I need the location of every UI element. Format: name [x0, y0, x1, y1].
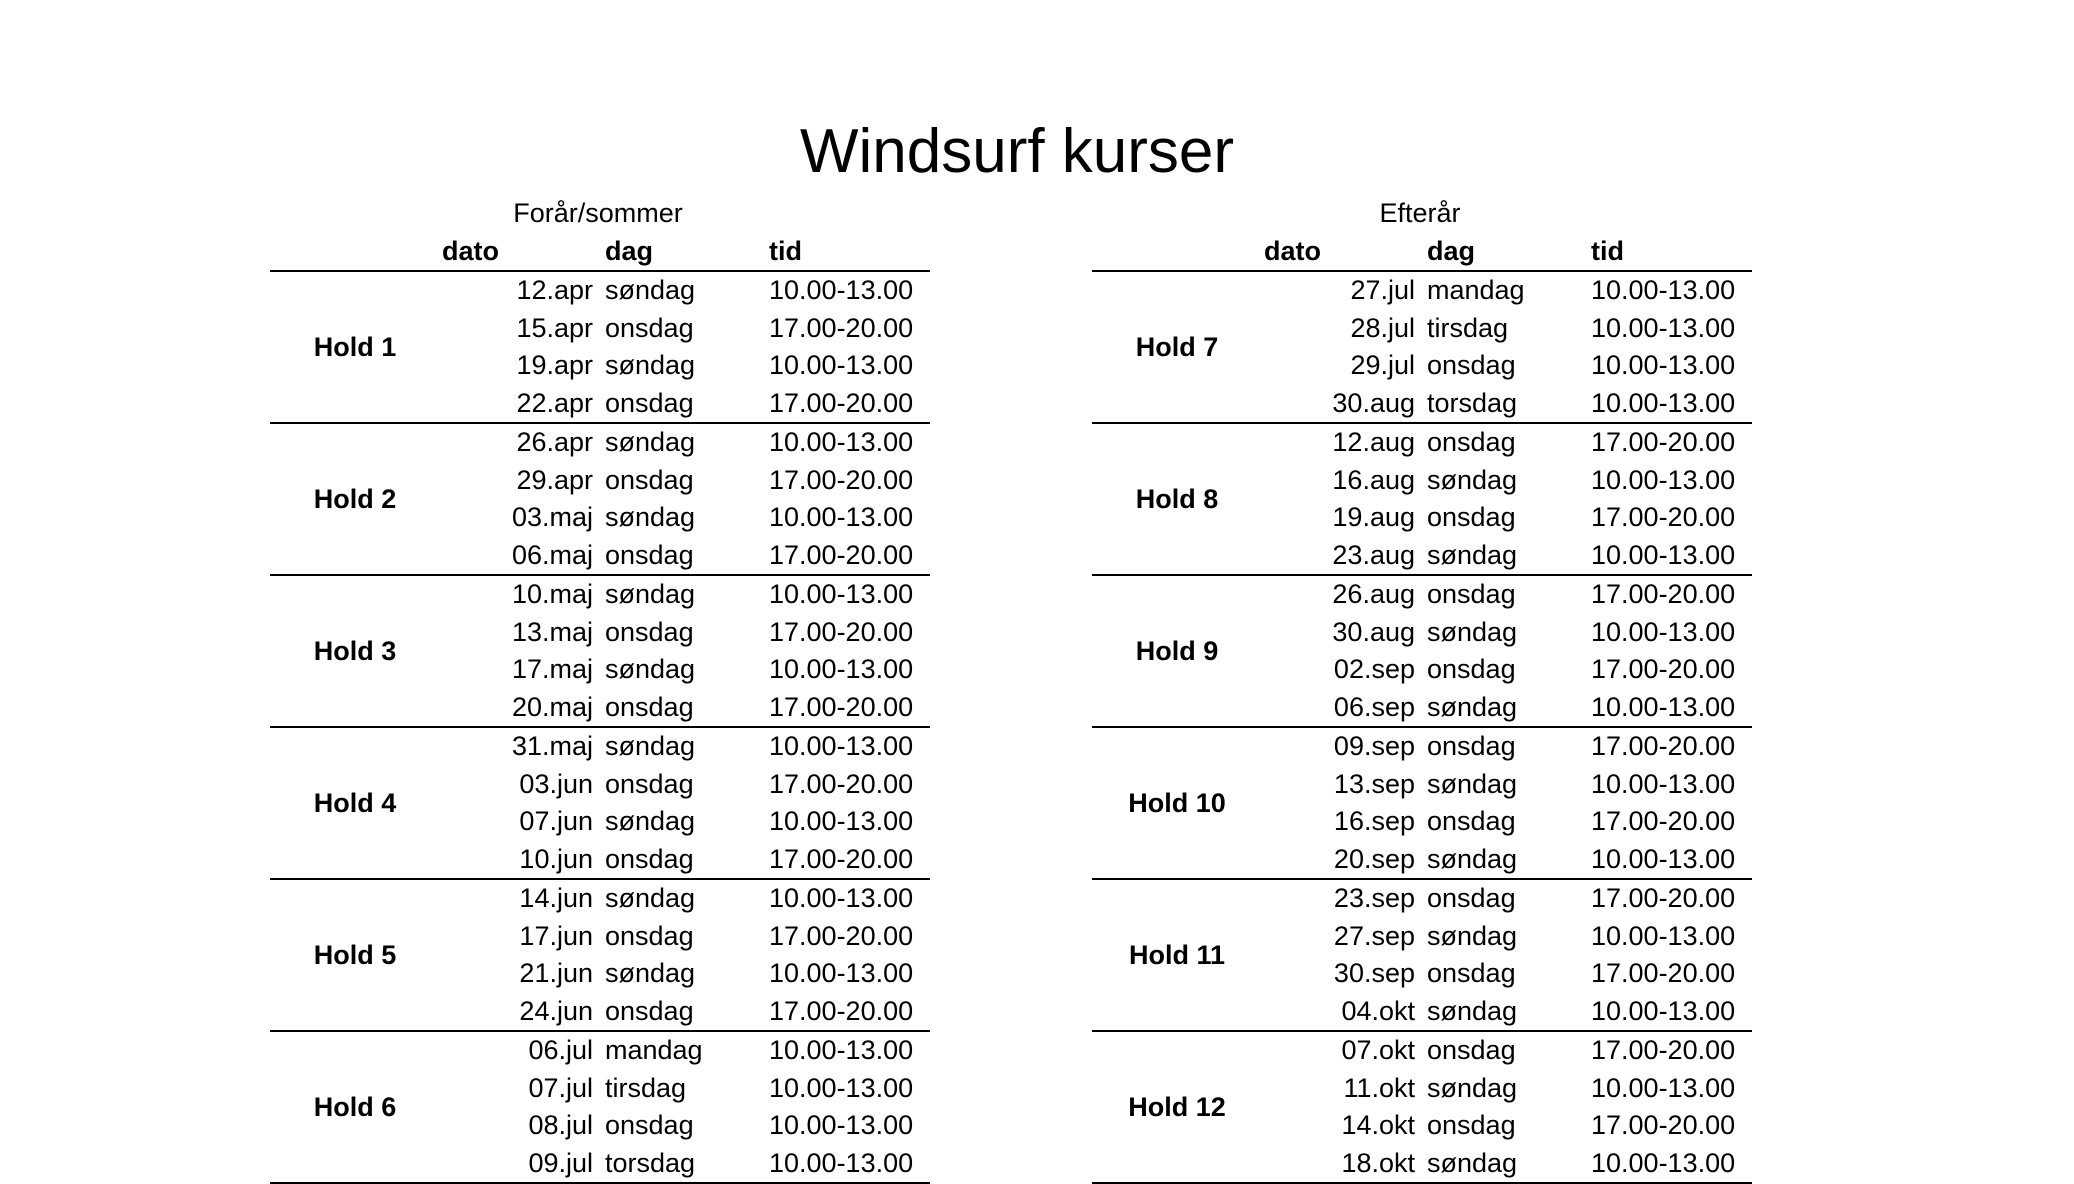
cell-dato: 20.sep [1333, 843, 1415, 874]
cell-dato: 02.sep [1333, 654, 1415, 684]
cell-dag: søndag [1427, 995, 1518, 1026]
cell-tid: 10.00-13.00 [1591, 312, 1736, 343]
header-dato: dato [1264, 236, 1321, 266]
cell-dag: søndag [1427, 1072, 1518, 1103]
table-row [270, 918, 930, 956]
cell-tid: 17.00-20.00 [1591, 579, 1736, 609]
table-row [270, 803, 930, 841]
cell-dato: 11.okt [1343, 1072, 1415, 1103]
hold-label: Hold 3 [313, 636, 397, 666]
column-headers [270, 232, 930, 270]
table-row [1092, 310, 1752, 348]
cell-dag: mandag [605, 1035, 703, 1065]
table-row [270, 955, 930, 993]
table-row [270, 347, 930, 385]
section-title [270, 194, 930, 232]
cell-dag: onsdag [1427, 579, 1516, 609]
hold-group [1092, 1032, 1752, 1184]
cell-tid: 10.00-13.00 [769, 579, 914, 609]
cell-tid: 17.00-20.00 [1591, 1035, 1736, 1065]
cell-dag: onsdag [605, 995, 694, 1026]
cell-dato: 19.aug [1332, 502, 1415, 532]
section-title-text: Forår/sommer [513, 198, 683, 228]
cell-tid: 17.00-20.00 [769, 768, 914, 799]
cell-dato: 28.jul [1350, 312, 1415, 343]
hold-group [1092, 576, 1752, 728]
table-row [270, 766, 930, 804]
cell-dag: onsdag [605, 843, 694, 874]
table-row [270, 993, 930, 1031]
cell-dag: onsdag [1427, 1110, 1516, 1140]
cell-dato: 13.maj [511, 616, 593, 647]
cell-dag: søndag [605, 806, 696, 836]
hold-label: Hold 11 [1128, 940, 1226, 970]
group-list [1092, 270, 1752, 1184]
table-row [1092, 1145, 1752, 1183]
hold-group [270, 728, 930, 880]
cell-tid: 10.00-13.00 [769, 883, 914, 913]
cell-tid: 10.00-13.00 [1591, 387, 1736, 418]
cell-dag: søndag [1427, 539, 1518, 570]
table-row [1092, 993, 1752, 1031]
cell-dato: 06.sep [1333, 691, 1415, 722]
cell-tid: 10.00-13.00 [769, 1035, 914, 1065]
cell-dato: 21.jun [519, 958, 593, 988]
section-title-text: Efterår [1379, 198, 1461, 228]
cell-tid: 17.00-20.00 [769, 691, 914, 722]
cell-dato: 22.apr [516, 387, 593, 418]
table-row [1092, 347, 1752, 385]
cell-dato: 10.maj [511, 579, 593, 609]
table-row [270, 499, 930, 537]
hold-label: Hold 10 [1128, 788, 1226, 818]
cell-dato: 27.sep [1333, 920, 1415, 951]
cell-dag: søndag [1427, 920, 1518, 951]
cell-dato: 07.okt [1341, 1035, 1415, 1065]
hold-group [270, 424, 930, 576]
cell-dag: onsdag [1427, 731, 1516, 761]
table-row [1092, 272, 1752, 310]
cell-dag: torsdag [1427, 387, 1518, 418]
cell-dato: 13.sep [1333, 768, 1415, 799]
cell-dato: 30.aug [1332, 616, 1415, 647]
cell-dag: søndag [1427, 691, 1518, 722]
cell-dag: onsdag [1427, 806, 1516, 836]
cell-tid: 17.00-20.00 [769, 843, 914, 874]
cell-dato: 06.jul [528, 1035, 593, 1065]
hold-group [270, 1032, 930, 1184]
cell-tid: 17.00-20.00 [769, 920, 914, 951]
cell-dag: tirsdag [1427, 312, 1509, 343]
cell-dato: 27.jul [1350, 275, 1415, 305]
table-row [1092, 385, 1752, 423]
cell-tid: 17.00-20.00 [769, 387, 914, 418]
cell-tid: 17.00-20.00 [1591, 502, 1736, 532]
table-row [1092, 766, 1752, 804]
table-row [270, 537, 930, 575]
cell-dato: 17.jun [519, 920, 593, 951]
cell-tid: 17.00-20.00 [1591, 806, 1736, 836]
cell-dag: onsdag [605, 312, 694, 343]
cell-tid: 10.00-13.00 [1591, 350, 1736, 380]
cell-tid: 10.00-13.00 [769, 427, 914, 457]
cell-tid: 10.00-13.00 [1591, 1147, 1736, 1178]
cell-dato: 29.jul [1350, 350, 1415, 380]
hold-label: Hold 1 [313, 332, 397, 362]
cell-tid: 10.00-13.00 [769, 275, 914, 305]
cell-dato: 10.jun [519, 843, 593, 874]
table-row [1092, 424, 1752, 462]
table-row [270, 1107, 930, 1145]
header-dato: dato [442, 236, 499, 266]
cell-tid: 10.00-13.00 [769, 1147, 914, 1178]
cell-dato: 31.maj [511, 731, 593, 761]
table-row [270, 272, 930, 310]
cell-dato: 04.okt [1341, 995, 1415, 1026]
cell-tid: 10.00-13.00 [1591, 616, 1736, 647]
table-row [1092, 537, 1752, 575]
cell-tid: 10.00-13.00 [1591, 995, 1736, 1026]
cell-dato: 12.apr [516, 275, 593, 305]
cell-tid: 17.00-20.00 [1591, 883, 1736, 913]
cell-dato: 09.sep [1333, 731, 1415, 761]
table-row [1092, 841, 1752, 879]
cell-tid: 17.00-20.00 [769, 312, 914, 343]
cell-dag: onsdag [605, 539, 694, 570]
cell-dag: onsdag [605, 1110, 694, 1140]
page-title: Windsurf kurser [799, 117, 1235, 186]
table-row [270, 651, 930, 689]
cell-tid: 17.00-20.00 [1591, 731, 1736, 761]
hold-label: Hold 6 [313, 1092, 397, 1122]
cell-tid: 17.00-20.00 [1591, 1110, 1736, 1140]
cell-tid: 10.00-13.00 [769, 502, 914, 532]
cell-dag: onsdag [605, 464, 694, 495]
hold-label: Hold 5 [313, 940, 397, 970]
cell-tid: 17.00-20.00 [1591, 654, 1736, 684]
table-row [270, 1145, 930, 1183]
cell-dag: søndag [1427, 843, 1518, 874]
table-row [270, 880, 930, 918]
cell-tid: 17.00-20.00 [769, 464, 914, 495]
cell-dag: onsdag [605, 387, 694, 418]
cell-dag: onsdag [1427, 1035, 1516, 1065]
cell-tid: 10.00-13.00 [769, 1072, 914, 1103]
table-row [270, 728, 930, 766]
cell-dag: søndag [605, 502, 696, 532]
table-row [1092, 576, 1752, 614]
hold-group [1092, 424, 1752, 576]
table-row [1092, 1070, 1752, 1108]
cell-dato: 26.aug [1332, 579, 1415, 609]
cell-dag: søndag [605, 958, 696, 988]
cell-tid: 10.00-13.00 [1591, 768, 1736, 799]
cell-dag: søndag [605, 275, 696, 305]
hold-group [1092, 272, 1752, 424]
cell-dag: onsdag [605, 920, 694, 951]
cell-dato: 23.aug [1332, 539, 1415, 570]
table-row [1092, 880, 1752, 918]
table-row [270, 310, 930, 348]
table-row [270, 689, 930, 727]
cell-dato: 09.jul [528, 1147, 593, 1178]
table-row [1092, 462, 1752, 500]
cell-dato: 12.aug [1332, 427, 1415, 457]
cell-dato: 24.jun [519, 995, 593, 1026]
cell-dato: 14.okt [1341, 1110, 1415, 1140]
cell-dag: onsdag [1427, 350, 1516, 380]
table-row [1092, 728, 1752, 766]
cell-dag: onsdag [1427, 654, 1516, 684]
table-row [1092, 614, 1752, 652]
cell-dag: søndag [605, 731, 696, 761]
cell-dato: 30.sep [1333, 958, 1415, 988]
hold-group [270, 880, 930, 1032]
cell-tid: 17.00-20.00 [769, 995, 914, 1026]
cell-dag: mandag [1427, 275, 1525, 305]
cell-dato: 16.sep [1333, 806, 1415, 836]
table-row [270, 462, 930, 500]
table-row [1092, 955, 1752, 993]
cell-tid: 10.00-13.00 [769, 1110, 914, 1140]
cell-dag: onsdag [1427, 427, 1516, 457]
hold-label: Hold 8 [1135, 484, 1219, 514]
cell-dato: 16.aug [1332, 464, 1415, 495]
cell-dato: 06.maj [511, 539, 593, 570]
cell-tid: 10.00-13.00 [1591, 1072, 1736, 1103]
header-tid: tid [1591, 236, 1624, 266]
cell-dag: søndag [605, 579, 696, 609]
cell-dato: 19.apr [516, 350, 593, 380]
cell-tid: 10.00-13.00 [1591, 920, 1736, 951]
cell-dag: søndag [605, 427, 696, 457]
hold-label: Hold 7 [1135, 332, 1219, 362]
cell-dag: onsdag [605, 616, 694, 647]
hold-group [1092, 728, 1752, 880]
cell-dag: søndag [605, 350, 696, 380]
cell-dag: søndag [605, 654, 696, 684]
cell-tid: 10.00-13.00 [769, 958, 914, 988]
cell-dag: søndag [1427, 1147, 1518, 1178]
cell-dato: 18.okt [1341, 1147, 1415, 1178]
cell-tid: 10.00-13.00 [769, 654, 914, 684]
table-row [270, 1032, 930, 1070]
hold-label: Hold 12 [1128, 1092, 1226, 1122]
group-list [270, 270, 930, 1184]
cell-tid: 10.00-13.00 [1591, 539, 1736, 570]
cell-tid: 10.00-13.00 [769, 350, 914, 380]
cell-tid: 10.00-13.00 [769, 806, 914, 836]
hold-group [270, 272, 930, 424]
header-dag: dag [1427, 236, 1476, 266]
table-row [1092, 1032, 1752, 1070]
cell-dag: tirsdag [605, 1072, 687, 1103]
hold-group [1092, 880, 1752, 1032]
cell-dato: 26.apr [516, 427, 593, 457]
cell-tid: 10.00-13.00 [1591, 843, 1736, 874]
cell-dag: onsdag [1427, 883, 1516, 913]
table-row [270, 841, 930, 879]
cell-tid: 17.00-20.00 [1591, 427, 1736, 457]
cell-dag: onsdag [1427, 958, 1516, 988]
table-row [270, 614, 930, 652]
column-headers [1092, 232, 1752, 270]
cell-tid: 10.00-13.00 [1591, 464, 1736, 495]
table-row [1092, 651, 1752, 689]
cell-dato: 29.apr [516, 464, 593, 495]
cell-tid: 10.00-13.00 [769, 731, 914, 761]
cell-dato: 15.apr [516, 312, 593, 343]
cell-dag: søndag [1427, 616, 1518, 647]
cell-dag: onsdag [605, 768, 694, 799]
cell-dag: onsdag [605, 691, 694, 722]
cell-dato: 20.maj [511, 691, 593, 722]
cell-dag: søndag [1427, 768, 1518, 799]
table-row [270, 576, 930, 614]
hold-label: Hold 9 [1135, 636, 1219, 666]
table-row [1092, 689, 1752, 727]
table-row [1092, 1107, 1752, 1145]
cell-dato: 17.maj [511, 654, 593, 684]
header-dag: dag [605, 236, 654, 266]
cell-dato: 08.jul [528, 1110, 593, 1140]
table-row [270, 424, 930, 462]
cell-dato: 23.sep [1333, 883, 1415, 913]
cell-dato: 03.jun [519, 768, 593, 799]
cell-tid: 17.00-20.00 [1591, 958, 1736, 988]
hold-label: Hold 4 [313, 788, 397, 818]
cell-dag: søndag [1427, 464, 1518, 495]
cell-dato: 07.jul [528, 1072, 593, 1103]
table-row [1092, 499, 1752, 537]
cell-tid: 10.00-13.00 [1591, 275, 1736, 305]
cell-dato: 14.jun [519, 883, 593, 913]
cell-dag: søndag [605, 883, 696, 913]
cell-dato: 07.jun [519, 806, 593, 836]
cell-tid: 10.00-13.00 [1591, 691, 1736, 722]
table-row [1092, 803, 1752, 841]
section-title [1092, 194, 1752, 232]
header-tid: tid [769, 236, 802, 266]
cell-tid: 17.00-20.00 [769, 616, 914, 647]
cell-dato: 30.aug [1332, 387, 1415, 418]
cell-dato: 03.maj [511, 502, 593, 532]
cell-tid: 17.00-20.00 [769, 539, 914, 570]
table-row [270, 385, 930, 423]
table-row [1092, 918, 1752, 956]
hold-group [270, 576, 930, 728]
cell-dag: torsdag [605, 1147, 696, 1178]
table-row [270, 1070, 930, 1108]
hold-label: Hold 2 [313, 484, 397, 514]
cell-dag: onsdag [1427, 502, 1516, 532]
